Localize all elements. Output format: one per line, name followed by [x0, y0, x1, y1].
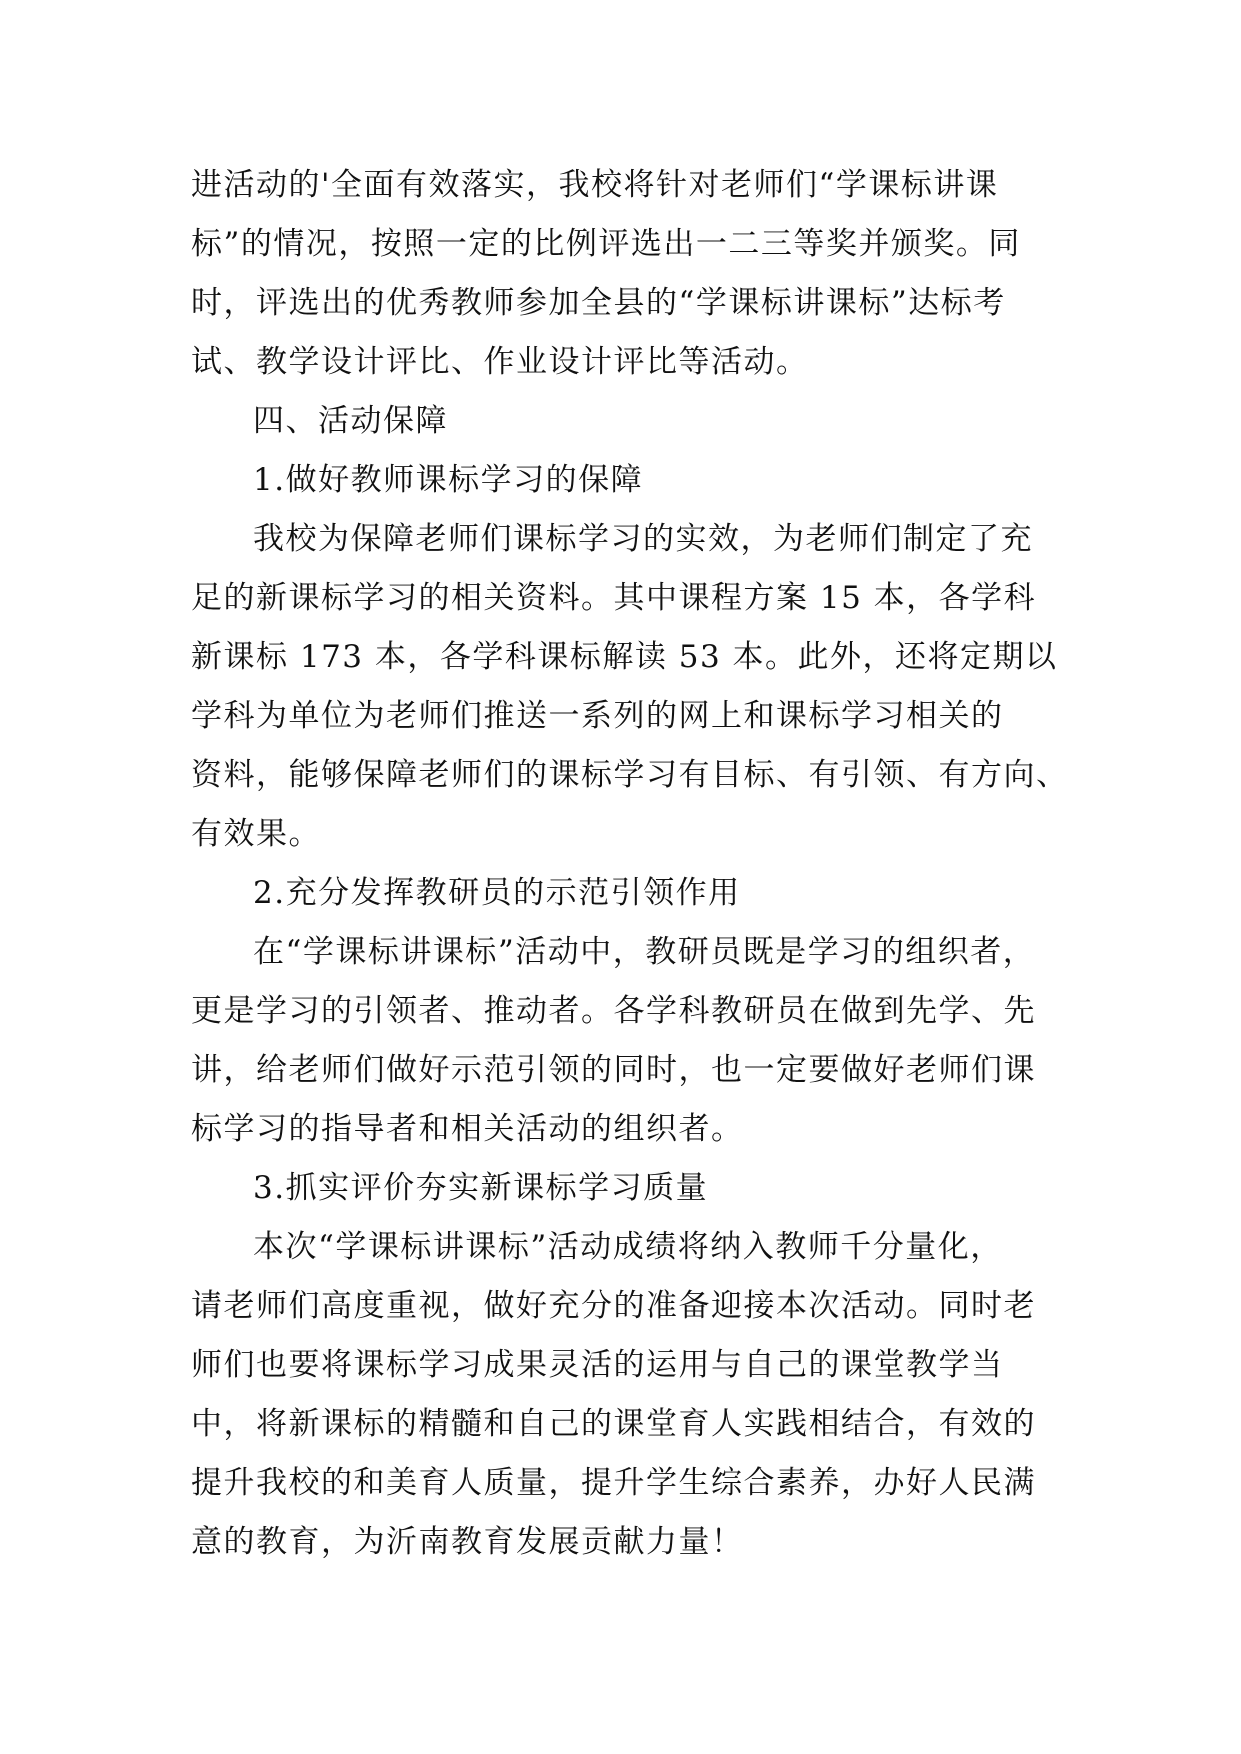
body-line: 本次“学课标讲课标”活动成绩将纳入教师千分量化，: [253, 1229, 1003, 1265]
body-line: 师们也要将课标学习成果灵活的运用与自己的课堂教学当: [191, 1347, 1004, 1383]
body-line: 新课标 173 本，各学科课标解读 53 本。此外，还将定期以: [191, 639, 1058, 675]
body-line: 标”的情况，按照一定的比例评选出一二三等奖并颁奖。同: [191, 226, 1021, 262]
body-line: 请老师们高度重视，做好充分的准备迎接本次活动。同时老: [191, 1288, 1036, 1324]
body-line: 中，将新课标的精髓和自己的课堂育人实践相结合，有效的: [191, 1406, 1036, 1442]
body-line: 资料，能够保障老师们的课标学习有目标、有引领、有方向、: [191, 757, 1069, 793]
subsection-heading: 3.抓实评价夯实新课标学习质量: [253, 1170, 709, 1206]
body-line: 在“学课标讲课标”活动中，教研员既是学习的组织者，: [253, 934, 1036, 970]
body-line: 试、教学设计评比、作业设计评比等活动。: [191, 344, 809, 380]
body-line: 学科为单位为老师们推送一系列的网上和课标学习相关的: [191, 698, 1004, 734]
body-line: 更是学习的引领者、推动者。各学科教研员在做到先学、先: [191, 993, 1036, 1029]
body-line: 进活动的'全面有效落实，我校将针对老师们“学课标讲课: [191, 167, 999, 203]
body-line: 时，评选出的优秀教师参加全县的“学课标讲课标”达标考: [191, 285, 1006, 321]
document-body: [191, 156, 1069, 1572]
body-line: 提升我校的和美育人质量，提升学生综合素养，办好人民满: [191, 1465, 1036, 1501]
body-line: 标学习的指导者和相关活动的组织者。: [191, 1111, 744, 1147]
body-line: 我校为保障老师们课标学习的实效，为老师们制定了充: [253, 521, 1033, 557]
body-line: 意的教育，为沂南教育发展贡献力量！: [191, 1524, 744, 1560]
subsection-heading: 1.做好教师课标学习的保障: [253, 462, 644, 498]
body-line: 讲，给老师们做好示范引领的同时，也一定要做好老师们课: [191, 1052, 1036, 1088]
body-line: 足的新课标学习的相关资料。其中课程方案 15 本，各学科: [191, 580, 1037, 616]
section-heading: 四、活动保障: [253, 403, 448, 439]
subsection-heading: 2.充分发挥教研员的示范引领作用: [253, 875, 741, 911]
body-line: 有效果。: [191, 816, 321, 852]
